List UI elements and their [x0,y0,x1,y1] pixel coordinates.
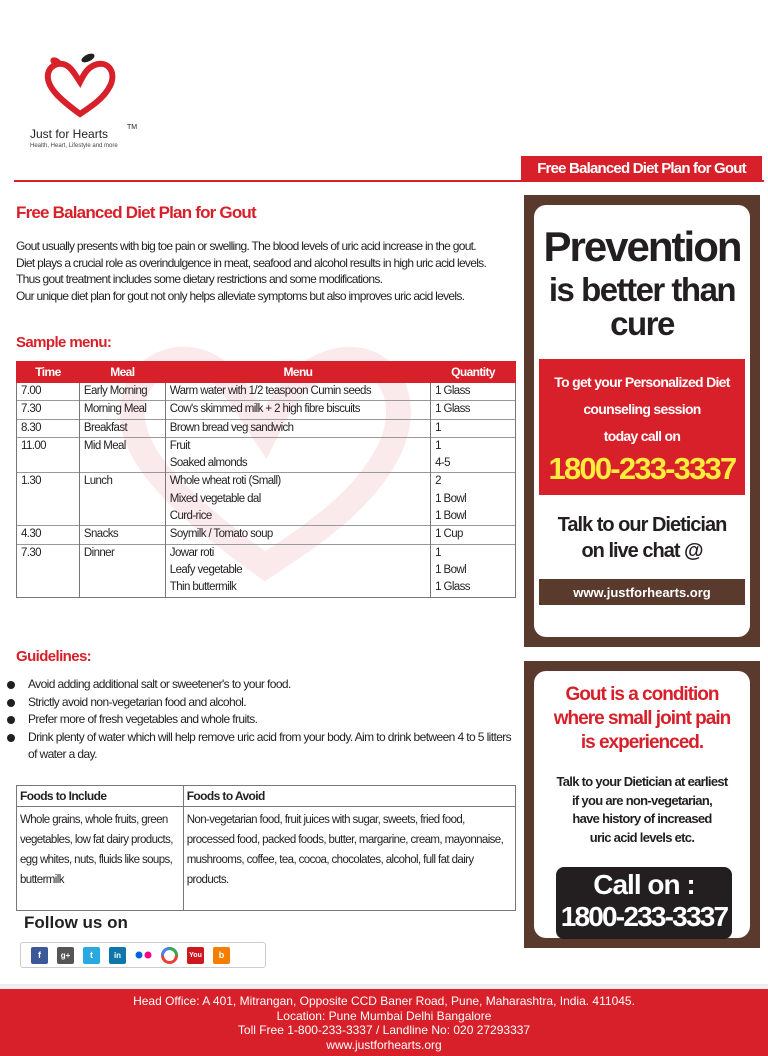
menu-cell [165,526,430,544]
advice-line: Talk to your Dietician at earliest [556,774,728,789]
intro-line: Thus gout treatment includes some dietary restrictions and some modifications. [16,272,383,286]
promo-headline: Prevention [543,223,741,270]
table-row [17,383,516,401]
follow-us-label: Follow us on [24,913,128,932]
menu-item: Curd-rice [169,510,212,523]
quantity-value: 1 Cup [435,528,463,541]
quantity-cell [431,437,516,473]
page-title: Free Balanced Diet Plan for Gout [16,203,256,222]
quantity-value: 1 [435,421,441,434]
list-item: Drink plenty of water which will help remove uric acid from your body. Aim to drink between 4 to 5 litters of water a day. [6,729,518,764]
meal-cell: Mid Meal [79,437,165,473]
condition-line: is experienced. [580,732,704,753]
menu-cell [165,419,430,437]
list-item: Strictly avoid non-vegetarian food and alcohol. [6,694,518,712]
table-row [17,526,516,544]
time-header: Time [17,362,80,383]
meal-header: Meal [79,362,165,383]
intro-line: Diet plays a crucial role as overindulgence in meat, seafood and alcohol results in high uric acid levels. [16,255,487,270]
menu-item: Mixed vegetable dal [169,492,261,505]
facebook-icon[interactable]: f [31,947,48,964]
counseling-line: To get your Personalized Diet [554,374,730,390]
intro-line: Gout usually presents with big toe pain or swelling. The blood levels of uric acid increase in the gout. [16,239,476,253]
counseling-text [539,369,745,450]
footer-website[interactable]: www.justforhearts.org [326,1037,442,1052]
counseling-line: today call on [603,428,681,444]
foods-include-header: Foods to Include [17,786,184,807]
meal-cell: Morning Meal [79,401,165,419]
guidelines-list [6,676,518,764]
menu-cell [165,437,430,473]
quantity-cell [431,401,516,419]
menu-cell [165,473,430,526]
menu-item: Leafy vegetable [169,563,242,576]
quantity-cell [431,419,516,437]
sample-menu-table [16,361,516,598]
menu-cell [165,383,430,401]
promo-headline-line2: is better than [548,271,736,308]
youtube-icon[interactable]: You [187,947,204,964]
trademark-mark: TM [127,124,138,131]
heart-logo-icon [40,52,120,122]
chat-line: Talk to our Dietician [557,514,727,536]
quantity-cell [431,526,516,544]
meal-cell: Breakfast [79,419,165,437]
guidelines-heading: Guidelines: [16,648,92,665]
quantity-value: 2 [435,475,441,488]
brand-name: Just for Hearts [30,127,109,141]
menu-item: Cow's skimmed milk + 2 high fibre biscuits [169,403,360,416]
call-on-box[interactable] [556,867,732,939]
menu-item: Whole wheat roti (Small) [169,475,281,488]
list-item: Avoid adding additional salt or sweetener's to your food. [6,676,518,694]
table-header-row [17,786,516,807]
header-divider [14,180,764,182]
table-row [17,437,516,473]
list-item: Prefer more of fresh vegetables and whole fruits. [6,711,518,729]
quantity-value: 1 Glass [435,385,470,397]
gout-condition-text [534,683,750,755]
table-row [17,544,516,597]
quantity-cell [431,383,516,401]
quantity-value: 1 Bowl [435,510,467,523]
table-row [17,807,516,911]
sample-menu-heading: Sample menu: [16,334,112,351]
linkedin-icon[interactable]: in [109,947,126,964]
table-row [17,473,516,526]
blog-icon[interactable]: b [213,947,230,964]
dietician-advice [534,773,750,847]
time-cell: 7.30 [17,401,80,419]
foods-include-cell: Whole grains, whole fruits, green vegetables, low fat dairy products, egg whites, nuts, fluids like soups, buttermilk [17,807,184,911]
condition-line: where small joint pain [553,708,731,729]
counseling-line: counseling session [583,401,701,417]
quantity-value: 1 Bowl [435,492,467,505]
menu-cell [165,401,430,419]
footer-phone: Toll Free 1-800-233-3337 / Landline No: 020 27293337 [237,1023,531,1037]
quantity-header: Quantity [431,362,516,383]
promo-inner-panel [534,205,750,637]
menu-item: Soymilk / Tomato soup [169,528,273,541]
flickr-icon[interactable] [135,947,152,964]
time-cell: 4.30 [17,526,80,544]
website-link[interactable]: www.justforhearts.org [539,579,745,605]
intro-line: Our unique diet plan for gout not only helps alleviate symptoms but also improves uric acid levels. [16,288,465,303]
live-chat-text [534,512,750,564]
footer-locations: Location: Pune Mumbai Delhi Bangalore [276,1008,492,1023]
gout-inner-panel [534,671,750,938]
menu-header: Menu [165,362,430,383]
condition-line: Gout is a condition [565,684,719,705]
advice-line: uric acid levels etc. [589,829,695,845]
intro-paragraph [16,238,526,304]
quantity-cell [431,544,516,597]
chat-line: on live chat @ [581,540,703,562]
menu-item: Thin buttermilk [169,581,237,594]
advice-line: have history of increased [572,811,712,826]
phone-number[interactable]: 1800-233-3337 [548,451,736,486]
quantity-value: 1 Glass [435,403,470,416]
picasa-icon[interactable] [161,947,178,964]
menu-item: Jowar roti [169,546,214,559]
footer [0,989,768,1056]
foods-avoid-header: Foods to Avoid [183,786,515,807]
foods-table [16,785,516,911]
menu-table-body [17,383,516,598]
menu-item: Brown bread veg sandwich [169,421,294,434]
time-cell: 8.30 [17,419,80,437]
quantity-value: 1 [435,546,441,559]
gout-info-box [524,661,760,948]
counseling-panel [539,359,745,495]
quantity-value: 1 Bowl [435,563,467,576]
time-cell: 11.00 [17,437,80,473]
time-cell: 1.30 [17,473,80,526]
meal-cell: Snacks [79,526,165,544]
quantity-value: 1 Glass [435,581,470,594]
google-plus-icon[interactable]: g+ [57,947,74,964]
promo-headline-line3: cure [610,305,674,342]
social-icons-bar [20,942,266,968]
footer-address: Head Office: A 401, Mitrangan, Opposite CCD Baner Road, Pune, Maharashtra, India. 411045. [133,994,635,1008]
menu-cell [165,544,430,597]
menu-item: Fruit [169,439,190,452]
call-label: Call on : [593,869,695,900]
time-cell: 7.00 [17,383,80,401]
advice-line: if you are non-vegetarian, [571,792,712,808]
table-row [17,419,516,437]
phone-number[interactable]: 1800-233-3337 [560,901,728,932]
menu-item: Warm water with 1/2 teaspoon Cumin seeds [169,385,371,397]
brand-tagline: Health, Heart, Lifestyle and more [30,143,118,149]
prevention-promo-box [524,195,760,647]
meal-cell: Dinner [79,544,165,597]
menu-item: Soaked almonds [169,457,248,470]
meal-cell: Early Morning [79,383,165,401]
title-tab: Free Balanced Diet Plan for Gout [521,156,762,180]
quantity-value: 4-5 [435,457,450,470]
quantity-cell [431,473,516,526]
twitter-icon[interactable]: t [83,947,100,964]
table-row [17,401,516,419]
meal-cell: Lunch [79,473,165,526]
table-header-row [17,362,516,383]
foods-avoid-cell: Non-vegetarian food, fruit juices with sugar, sweets, fried food, processed food, packed foods, butter, margarine, cream, mayonnaise, mushrooms, coffee, tea, cocoa, chocolates, alcohol, full fat dairy products. [183,807,515,911]
quantity-value: 1 [435,439,441,452]
time-cell: 7.30 [17,544,80,597]
